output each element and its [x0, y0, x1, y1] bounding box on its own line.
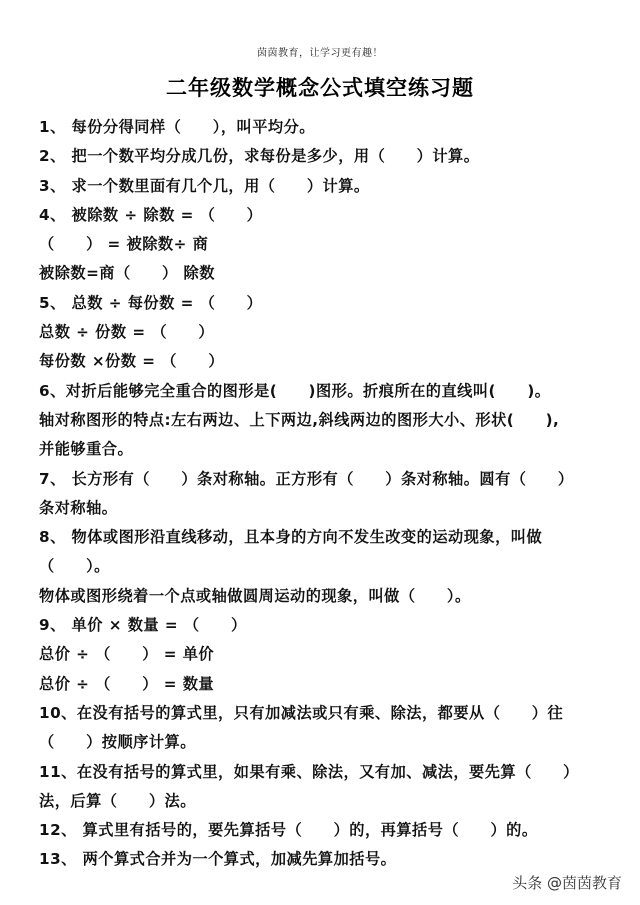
exercise-line: 13、 两个算式合并为一个算式，加减先算加括号。: [39, 850, 397, 869]
exercise-line: 4、 被除数 ÷ 除数 = （ ）: [39, 205, 263, 224]
exercise-line: 6、对折后能够完全重合的图形是( )图形。折痕所在的直线叫( )。: [39, 381, 551, 400]
exercise-line: 12、 算式里有括号的，要先算括号（ ）的，再算括号（ ）的。: [39, 821, 538, 840]
exercise-line: （ ） = 被除数÷ 商: [39, 235, 209, 254]
exercise-line: 8、 物体或图形沿直线移动，且本身的方向不发生改变的运动现象，叫做: [39, 528, 543, 547]
exercise-line: 3、 求一个数里面有几个几，用（ ）计算。: [39, 176, 370, 195]
exercise-line: （ ）按顺序计算。: [39, 733, 196, 752]
exercise-line: 10、在没有括号的算式里，只有加减法或只有乘、除法，都要从（ ）往: [39, 703, 564, 722]
exercise-line: 7、 长方形有（ ）条对称轴。正方形有（ ）条对称轴。圆有（ ）: [39, 469, 574, 488]
exercise-line: 11、在没有括号的算式里，如果有乘、除法，又有加、减法，要先算（ ）: [39, 762, 579, 781]
page-title: 二年级数学概念公式填空练习题: [166, 75, 474, 100]
exercise-line: 2、 把一个数平均分成几份，求每份是多少，用（ ）计算。: [39, 147, 480, 166]
header-note: 茵茵教育，让学习更有趣！: [257, 48, 383, 59]
exercise-line: 9、 单价 × 数量 = （ ）: [39, 616, 247, 635]
exercise-line: 条对称轴。: [39, 498, 118, 517]
exercise-line: 轴对称图形的特点:左右两边、上下两边,斜线两边的图形大小、形状( ),: [39, 410, 560, 429]
exercise-line: 总价 ÷ （ ） = 数量: [39, 674, 215, 693]
exercise-line: 并能够重合。: [39, 440, 134, 459]
watermark: 头条 @茵茵教育: [512, 874, 622, 892]
exercise-line: 被除数=商（ ） 除数: [39, 264, 215, 283]
exercise-line: 每份数 ×份数 = （ ）: [39, 352, 225, 371]
exercise-line: 总价 ÷ （ ） = 单价: [39, 645, 215, 664]
exercise-list: [39, 113, 614, 875]
exercise-line: 5、 总数 ÷ 每份数 = （ ）: [39, 293, 263, 312]
exercise-line: 1、 每份分得同样（ ），叫平均分。: [39, 118, 315, 136]
exercise-line: （ ）。: [39, 557, 110, 576]
exercise-line: 总数 ÷ 份数 = （ ）: [39, 323, 215, 342]
exercise-line: 法，后算（ ）法。: [39, 791, 196, 810]
exercise-line: 物体或图形绕着一个点或轴做圆周运动的现象，叫做（ ）。: [39, 586, 471, 605]
